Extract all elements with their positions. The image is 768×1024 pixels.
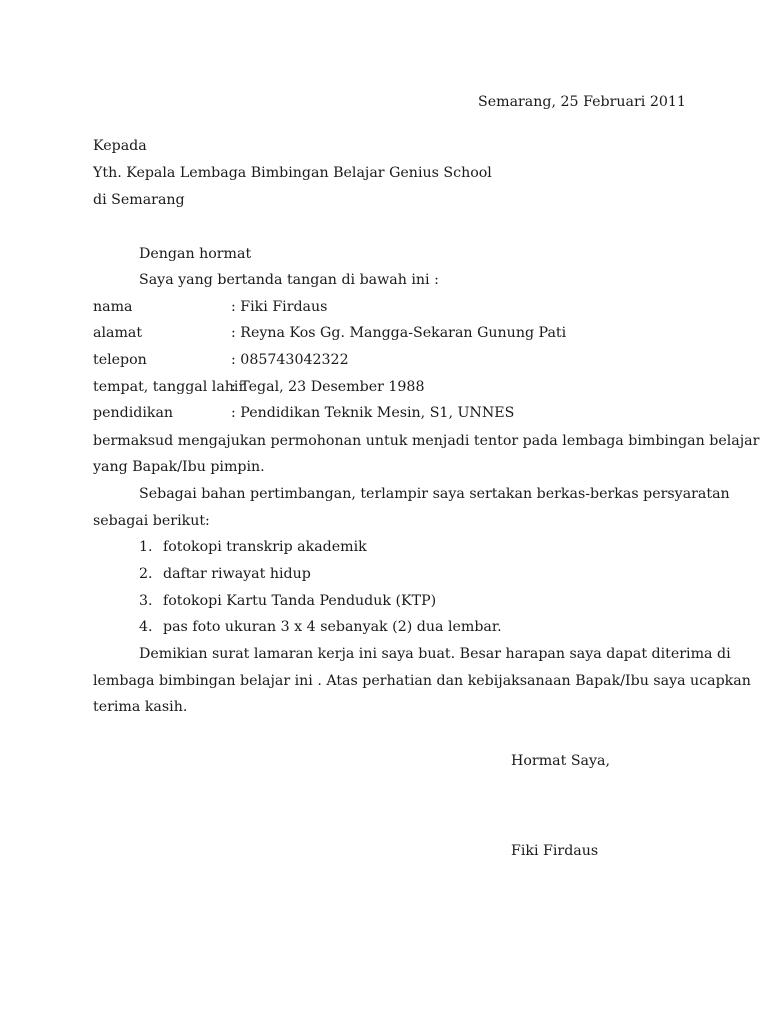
intro-text: Saya yang bertanda tangan di bawah ini : (139, 272, 439, 288)
list-item: pas foto ukuran 3 x 4 sebanyak (2) dua lembar. (163, 619, 502, 635)
identity-label: telepon (93, 352, 147, 368)
sign-off: Hormat Saya, (511, 753, 610, 769)
recipient-place: di Semarang (93, 192, 185, 208)
list-item: daftar riwayat hidup (163, 566, 311, 582)
identity-value: : Reyna Kos Gg. Mangga-Sekaran Gunung Pati (231, 325, 567, 341)
identity-value: : 085743042322 (231, 352, 349, 368)
identity-value: : Fiki Firdaus (231, 299, 328, 315)
identity-label: nama (93, 299, 133, 315)
attachment-paragraph-line: sebagai berikut: (93, 513, 210, 529)
identity-value: : Tegal, 23 Desember 1988 (231, 379, 425, 395)
recipient-name: Yth. Kepala Lembaga Bimbingan Belajar Genius School (93, 165, 492, 181)
identity-value: : Pendidikan Teknik Mesin, S1, UNNES (231, 405, 515, 421)
closing-paragraph-line: lembaga bimbingan belajar ini . Atas perhatian dan kebijaksanaan Bapak/Ibu saya ucapkan (93, 673, 751, 689)
list-item-number: 4. (139, 619, 153, 635)
recipient-to: Kepada (93, 138, 147, 154)
place-date: Semarang, 25 Februari 2011 (478, 94, 686, 110)
list-item-number: 1. (139, 539, 153, 555)
list-item: fotokopi transkrip akademik (163, 539, 367, 555)
identity-label: alamat (93, 325, 143, 341)
greeting: Dengan hormat (139, 246, 252, 262)
purpose-paragraph-line: yang Bapak/Ibu pimpin. (93, 459, 265, 475)
closing-paragraph-line: terima kasih. (93, 699, 188, 715)
identity-label: tempat, tanggal lahir (93, 379, 246, 395)
list-item-number: 2. (139, 566, 153, 582)
attachment-paragraph-line: Sebagai bahan pertimbangan, terlampir saya sertakan berkas-berkas persyaratan (139, 486, 730, 502)
signer-name: Fiki Firdaus (511, 843, 599, 859)
closing-paragraph-line: Demikian surat lamaran kerja ini saya buat. Besar harapan saya dapat diterima di (139, 646, 731, 662)
identity-label: pendidikan (93, 405, 174, 421)
list-item: fotokopi Kartu Tanda Penduduk (KTP) (163, 593, 437, 609)
purpose-paragraph-line: bermaksud mengajukan permohonan untuk menjadi tentor pada lembaga bimbingan belajar (93, 433, 760, 449)
list-item-number: 3. (139, 593, 153, 609)
